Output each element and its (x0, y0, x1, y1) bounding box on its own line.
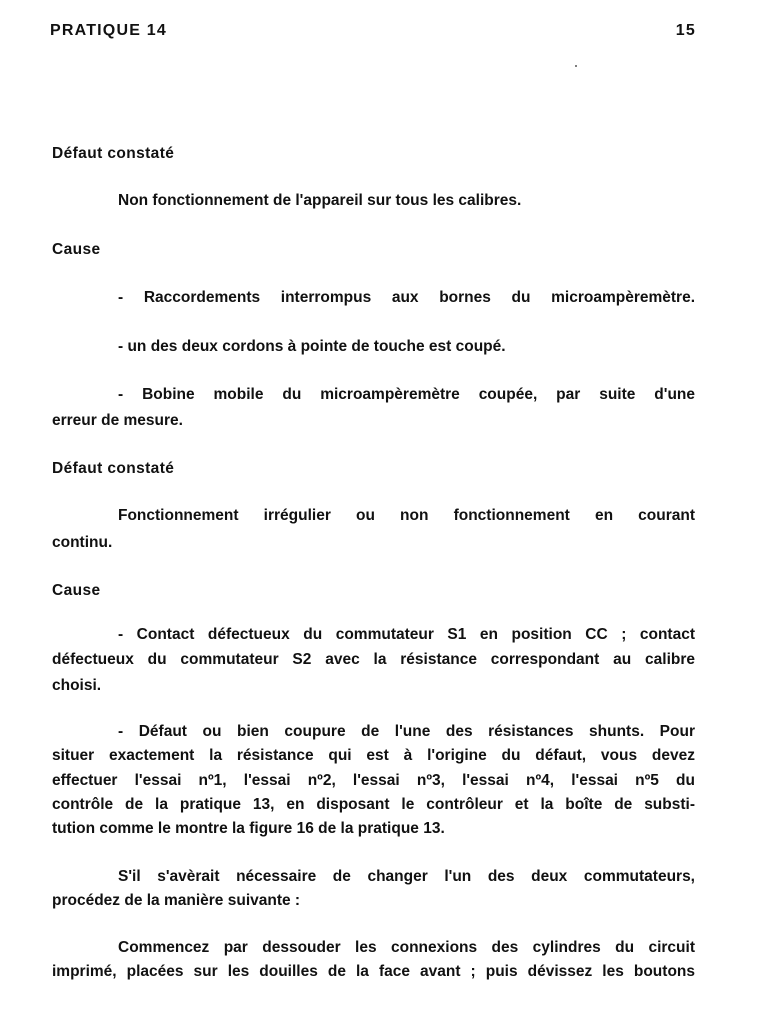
page-number: 15 (675, 22, 696, 39)
paragraph-line: - Bobine mobile du microampèremètre coupée, par suite d'une (118, 386, 695, 403)
section-heading: Cause (52, 241, 101, 258)
header-title: PRATIQUE 14 (50, 22, 167, 39)
paragraph-line: situer exactement la résistance qui est à l'origine du défaut, vous devez (52, 747, 695, 764)
paragraph-line: choisi. (52, 677, 102, 694)
paragraph-line: continu. (52, 534, 113, 551)
section-heading: Défaut constaté (52, 460, 175, 477)
paragraph-line: effectuer l'essai nº1, l'essai nº2, l'essai nº3, l'essai nº4, l'essai nº5 du (52, 772, 695, 789)
paragraph-line: - Contact défectueux du commutateur S1 en position CC ; contact (118, 626, 695, 643)
section-heading: Cause (52, 582, 101, 599)
section-heading: Défaut constaté (52, 145, 175, 162)
paragraph-line: S'il s'avèrait nécessaire de changer l'un des deux commutateurs, (118, 868, 695, 885)
paragraph-line: tution comme le montre la figure 16 de la pratique 13. (52, 820, 445, 837)
paragraph-line: Non fonctionnement de l'appareil sur tous les calibres. (118, 192, 522, 209)
paragraph-line: contrôle de la pratique 13, en disposant le contrôleur et la boîte de substi- (52, 796, 695, 813)
paragraph-line: - Défaut ou bien coupure de l'une des résistances shunts. Pour (118, 723, 695, 740)
paragraph-line: erreur de mesure. (52, 412, 183, 429)
paragraph-line: Fonctionnement irrégulier ou non fonctionnement en courant (118, 507, 695, 524)
paragraph-line: Commencez par dessouder les connexions des cylindres du circuit (118, 939, 695, 956)
paragraph-line: imprimé, placées sur les douilles de la face avant ; puis dévissez les boutons (52, 963, 695, 980)
paragraph-line: - un des deux cordons à pointe de touche est coupé. (118, 338, 506, 355)
scan-speck (575, 65, 577, 67)
paragraph-line: - Raccordements interrompus aux bornes du microampèremètre. (118, 289, 695, 306)
paragraph-line: procédez de la manière suivante : (52, 892, 301, 909)
paragraph-line: défectueux du commutateur S2 avec la résistance correspondant au calibre (52, 651, 695, 668)
